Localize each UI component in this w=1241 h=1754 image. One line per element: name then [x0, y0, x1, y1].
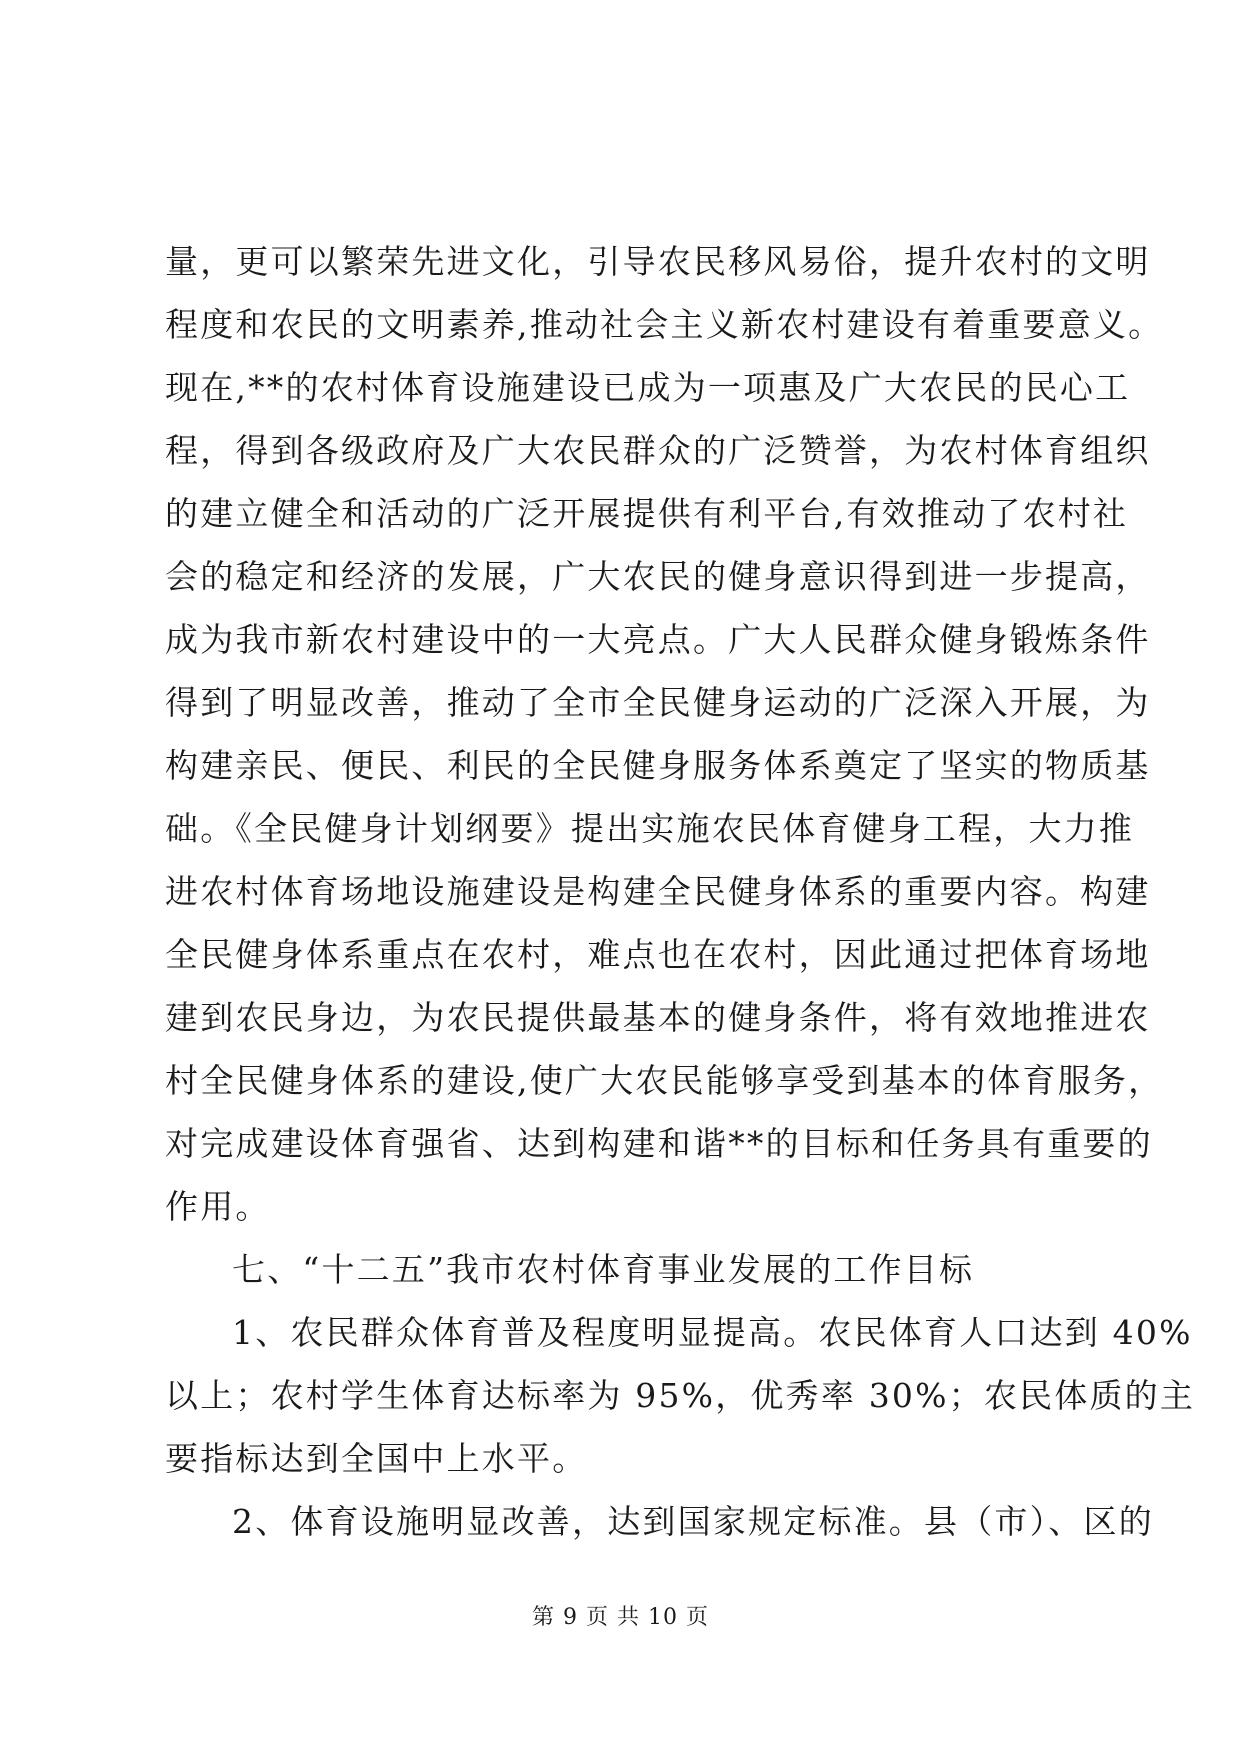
body-text-line: 得到了明显改善，推动了全市全民健身运动的广泛深入开展，为 [165, 683, 1151, 722]
body-text-line: 础。《全民健身计划纲要》提出实施农民体育健身工程，大力推 [165, 809, 1135, 848]
body-text-line: 会的稳定和经济的发展，广大农民的健身意识得到进一步提高， [165, 557, 1151, 596]
body-text-line: 成为我市新农村建设中的一大亮点。广大人民群众健身锻炼条件 [165, 620, 1151, 659]
body-text-line: 对完成建设体育强省、达到构建和谐**的目标和任务具有重要的 [165, 1124, 1153, 1163]
body-text-line: 要指标达到全国中上水平。 [165, 1439, 588, 1478]
body-text-line: 进农村体育场地设施建设是构建全民健身体系的重要内容。构建 [165, 872, 1151, 911]
page-number-footer: 第 9 页 共 10 页 [532, 1605, 709, 1630]
body-text-line: 村全民健身体系的建设,使广大农民能够享受到基本的体育服务， [165, 1061, 1164, 1100]
body-text-line: 建到农民身边，为农民提供最基本的健身条件，将有效地推进农 [165, 998, 1151, 1037]
body-text-line: 以上；农村学生体育达标率为 95%，优秀率 30%；农民体质的主 [165, 1376, 1196, 1415]
body-text-line: 量，更可以繁荣先进文化，引导农民移风易俗，提升农村的文明 [165, 242, 1151, 281]
body-text-line: 全民健身体系重点在农村，难点也在农村，因此通过把体育场地 [165, 935, 1151, 974]
section-heading: 七、“十二五”我市农村体育事业发展的工作目标 [232, 1250, 975, 1289]
body-text-line: 的建立健全和活动的广泛开展提供有利平台,有效推动了农村社 [165, 494, 1129, 533]
body-text-line: 2、体育设施明显改善，达到国家规定标准。县（市）、区的 [232, 1502, 1154, 1541]
body-text-line: 作用。 [165, 1187, 271, 1226]
body-text-line: 程，得到各级政府及广大农民群众的广泛赞誉，为农村体育组织 [165, 431, 1151, 470]
body-text-line: 现在,**的农村体育设施建设已成为一项惠及广大农民的民心工 [165, 368, 1131, 407]
body-text-line: 程度和农民的文明素养,推动社会主义新农村建设有着重要意义。 [165, 305, 1164, 344]
body-text-line: 构建亲民、便民、利民的全民健身服务体系奠定了坚实的物质基 [165, 746, 1151, 785]
body-text-line: 1、农民群众体育普及程度明显提高。农民体育人口达到 40% [232, 1313, 1193, 1352]
